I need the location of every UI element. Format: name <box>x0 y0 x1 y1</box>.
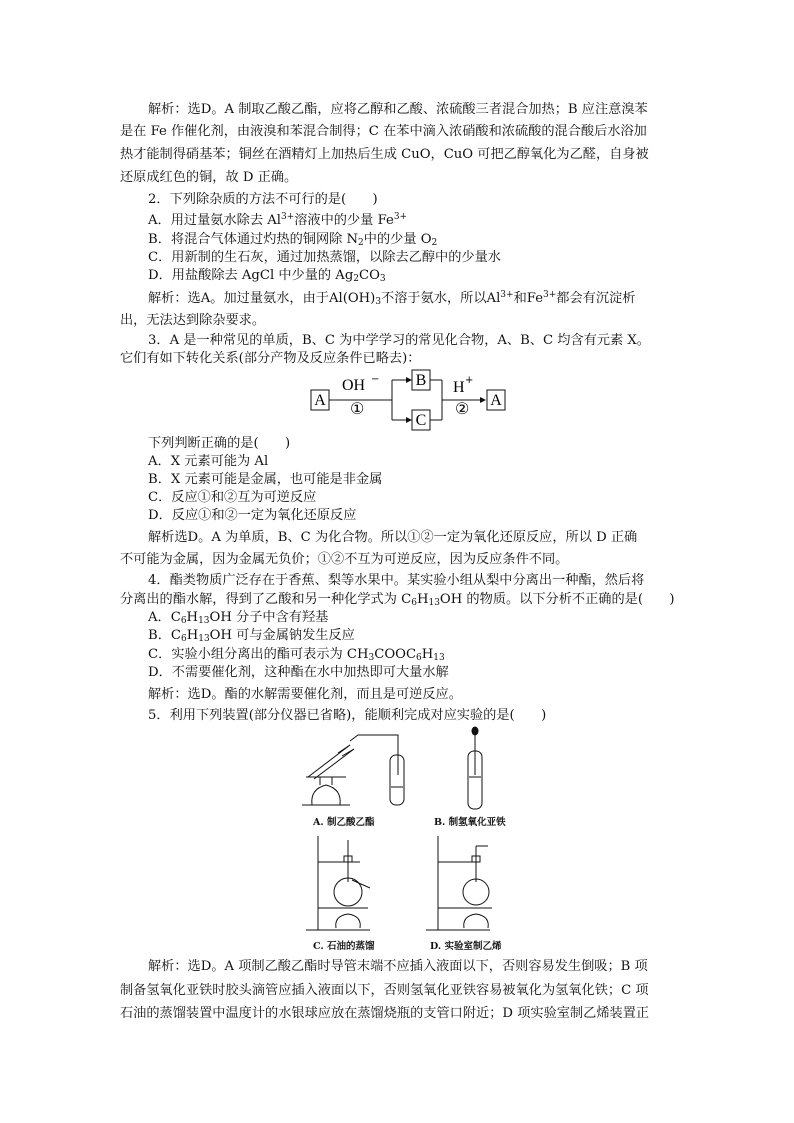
option-d: D．不需要催化剂，这种酯在水中加热即可大量水解 <box>148 665 449 680</box>
question-stem: 4．酯类物质广泛存在于香蕉、梨等水果中。某实验小组从梨中分离出一种酯，然后将 <box>148 573 645 588</box>
option-b: B．将混合气体通过灼热的铜网除 $N_2$中的少量 $O_2$ <box>148 232 438 248</box>
box-b-label: B <box>415 372 427 389</box>
answer-text: 制备氢氧化亚铁时胶头滴管应插入液面以下，否则氢氧化亚铁容易被氧化为氢氧化铁；C 项 <box>120 983 649 998</box>
apparatus-c-illustration <box>300 832 400 937</box>
caption-a: A. 制乙酸乙酯 <box>313 817 375 828</box>
caption-d: D. 实验室制乙烯 <box>430 941 502 952</box>
option-a: A．X 元素可能为 Al <box>148 454 269 469</box>
answer-text: 不可能为金属，因为金属无负价；①②不互为可逆反应，因为反应条件不同。 <box>120 552 569 567</box>
question-ask: 下列判断正确的是( ) <box>148 436 291 451</box>
answer-text: 解析：选D。A 制取乙酸乙酯，应将乙醇和乙酸、浓硫酸三者混合加热；B 应注意溴苯 <box>148 102 648 117</box>
answer-text: 解析选D。A 为单质，B、C 为化合物。所以①②一定为氧化还原反应，所以 D 正确 <box>148 530 638 545</box>
oh-label: OH <box>342 377 366 394</box>
step-1: ① <box>350 401 365 418</box>
question-stem: 2．下列除杂质的方法不可行的是( ) <box>148 192 378 207</box>
question-stem: 5．利用下列装置(部分仪器已省略)，能顺利完成对应实验的是( ) <box>148 708 547 723</box>
answer-text: 解析：选D。酯的水解需要催化剂，而且是可逆反应。 <box>148 687 462 702</box>
option-c: C．反应①和②互为可逆反应 <box>148 490 317 505</box>
answer-text: 热才能制得硝基苯；铜丝在酒精灯上加热后生成 CuO，CuO 可把乙醇氧化为乙醛，自身被 <box>120 147 649 162</box>
answer-text: 石油的蒸馏装置中温度计的水银球应放在蒸馏烧瓶的支管口附近；D 项实验室制乙烯装置正 <box>120 1006 650 1021</box>
option-a: A．用过量氨水除去 $Al^{3+}$溶液中的少量 $Fe^{3+}$ <box>148 212 408 228</box>
h-label: H <box>453 379 465 396</box>
option-d: D．用盐酸除去 AgCl 中少量的 $Ag_2CO_3$ <box>148 268 386 284</box>
answer-text: 解析：选A。加过量氨水，由于$Al(OH)_3$不溶于氨水，所以$Al^{3+}$和$Fe^{3+}$都会有沉淀析 <box>148 290 636 307</box>
svg-text:−: − <box>371 374 380 385</box>
option-d: D．反应①和②一定为氧化还原反应 <box>148 508 357 523</box>
apparatus-b-illustration <box>430 725 520 813</box>
apparatus-a-illustration <box>298 725 408 813</box>
option-a: A．$C_6H_{13}OH$ 分子中含有羟基 <box>148 610 329 626</box>
caption-b: B. 制氢氧化亚铁 <box>434 817 506 828</box>
box-c-label: C <box>415 412 427 429</box>
option-c: C．用新制的生石灰，通过加热蒸馏，以除去乙醇中的少量水 <box>148 250 501 265</box>
option-b: B．$C_6H_{13}OH$ 可与金属钠发生反应 <box>148 628 355 644</box>
step-2: ② <box>455 401 470 418</box>
question-stem: 它们有如下转化关系(部分产物及反应条件已略去)： <box>120 351 421 366</box>
box-a-label: A <box>314 392 326 409</box>
answer-text: 还原成红色的铜，故 D 正确。 <box>120 170 298 185</box>
answer-text: 出，无法达到除杂要求。 <box>120 313 266 328</box>
question-stem: 分离出的酯水解，得到了乙酸和另一种化学式为 $C_6H_{13}OH$ 的物质。以下分析不正确的是( ) <box>120 592 675 608</box>
box-a-product-label: A <box>490 392 502 409</box>
option-b: B．X 元素可能是金属，也可能是非金属 <box>148 472 383 487</box>
answer-text: 是在 Fe 作催化剂，由液溴和苯混合制得；C 在苯中滴入浓硝酸和浓硫酸的混合酸后水浴加 <box>120 124 647 139</box>
svg-text:+: + <box>465 375 474 386</box>
option-c: C．实验小组分离出的酯可表示为 $CH_3COOC_6H_{13}$ <box>148 647 445 663</box>
answer-text: 解析：选D。A 项制乙酸乙酯时导管末端不应插入液面以下，否则容易发生倒吸；B 项 <box>148 959 648 974</box>
conversion-flow-diagram <box>310 368 510 432</box>
caption-c: C. 石油的蒸馏 <box>313 941 375 952</box>
question-stem: 3．A 是一种常见的单质，B、C 为中学学习的常见化合物，A、B、C 均含有元素 X。 <box>148 333 650 348</box>
apparatus-d-illustration <box>420 832 520 937</box>
